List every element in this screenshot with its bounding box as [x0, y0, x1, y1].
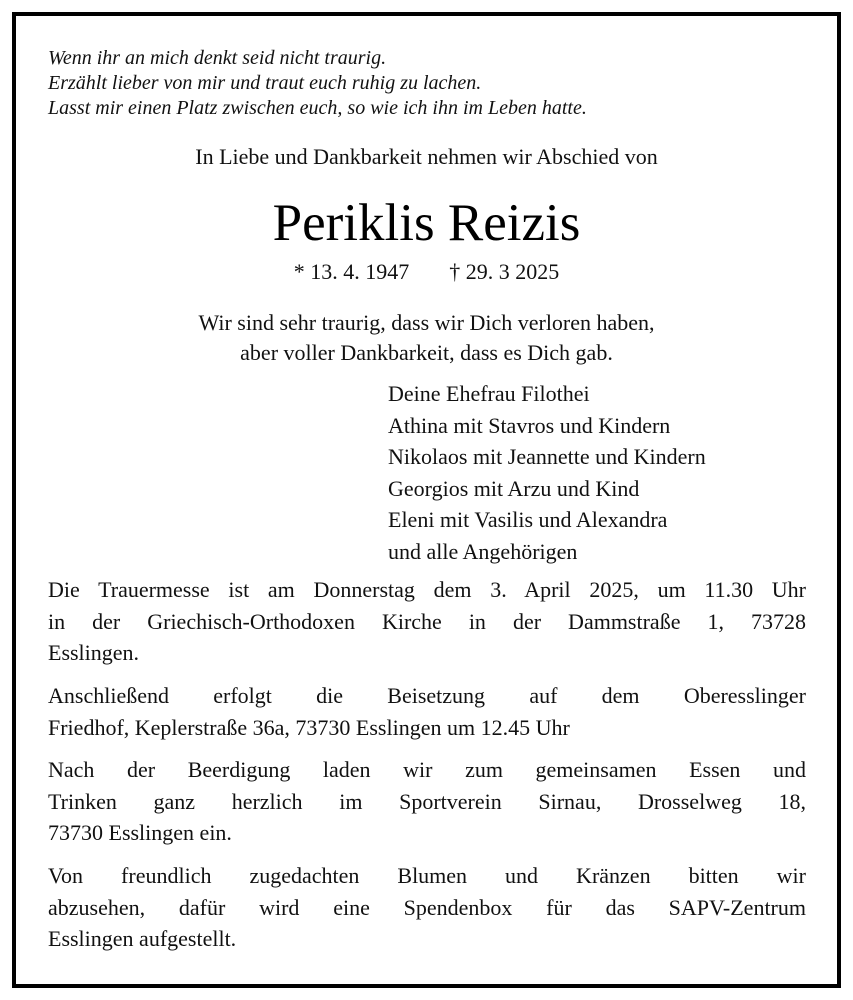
funeral-mass-paragraph — [48, 574, 806, 669]
paragraph-line: 73730 Esslingen ein. — [48, 820, 232, 845]
donation-paragraph — [48, 860, 806, 955]
death-date: † 29. 3 2025 — [449, 259, 560, 284]
paragraph-line: Trinken ganz herzlich im Sportverein Sirnau, Drosselweg 18, — [48, 788, 806, 814]
family-member: Eleni mit Vasilis und Alexandra — [388, 507, 668, 532]
meal-invitation-paragraph — [48, 754, 806, 849]
poem-line: Lasst mir einen Platz zwischen euch, so wie ich ihn im Leben hatte. — [48, 97, 587, 119]
quote — [0, 308, 853, 368]
paragraph-line: Die Trauermesse ist am Donnerstag dem 3. April 2025, um 11.30 Uhr — [48, 577, 806, 602]
quote-line: Wir sind sehr traurig, dass wir Dich verloren haben, — [198, 310, 655, 335]
family-member: Nikolaos mit Jeannette und Kindern — [388, 444, 706, 469]
paragraph-line: Friedhof, Keplerstraße 36a, 73730 Esslingen um 12.45 Uhr — [48, 714, 570, 740]
paragraph-line: Anschließend erfolgt die Beisetzung auf dem Oberesslinger — [48, 683, 806, 708]
poem-line: Wenn ihr an mich denkt seid nicht traurig. — [48, 47, 387, 69]
family-member: und alle Angehörigen — [388, 538, 578, 564]
burial-paragraph — [48, 680, 806, 743]
paragraph-line: Von freundlich zugedachten Blumen und Kränzen bitten wir — [48, 863, 806, 888]
paragraph-line: Esslingen aufgestellt. — [48, 926, 237, 951]
poem-line: Erzählt lieber von mir und traut euch ruhig zu lachen. — [48, 72, 482, 94]
family-list — [388, 378, 828, 567]
family-member: Athina mit Stavros und Kindern — [388, 412, 671, 438]
poem — [48, 46, 808, 121]
paragraph-line: Nach der Beerdigung laden wir zum gemeinsamen Essen und — [48, 757, 806, 782]
paragraph-line: in der Griechisch-Orthodoxen Kirche in der Dammstraße 1, 73728 — [48, 608, 806, 634]
deceased-name: Periklis Reizis — [272, 194, 581, 252]
family-member: Georgios mit Arzu und Kind — [388, 475, 640, 501]
intro-text: In Liebe und Dankbarkeit nehmen wir Abschied von — [195, 144, 658, 169]
life-dates — [0, 258, 853, 286]
quote-line: aber voller Dankbarkeit, dass es Dich gab. — [240, 340, 613, 365]
paragraph-line: Esslingen. — [48, 640, 140, 665]
paragraph-line: abzusehen, dafür wird eine Spendenbox für das SAPV-Zentrum — [48, 894, 806, 920]
family-member: Deine Ehefrau Filothei — [388, 381, 590, 406]
birth-date: * 13. 4. 1947 — [293, 259, 410, 284]
